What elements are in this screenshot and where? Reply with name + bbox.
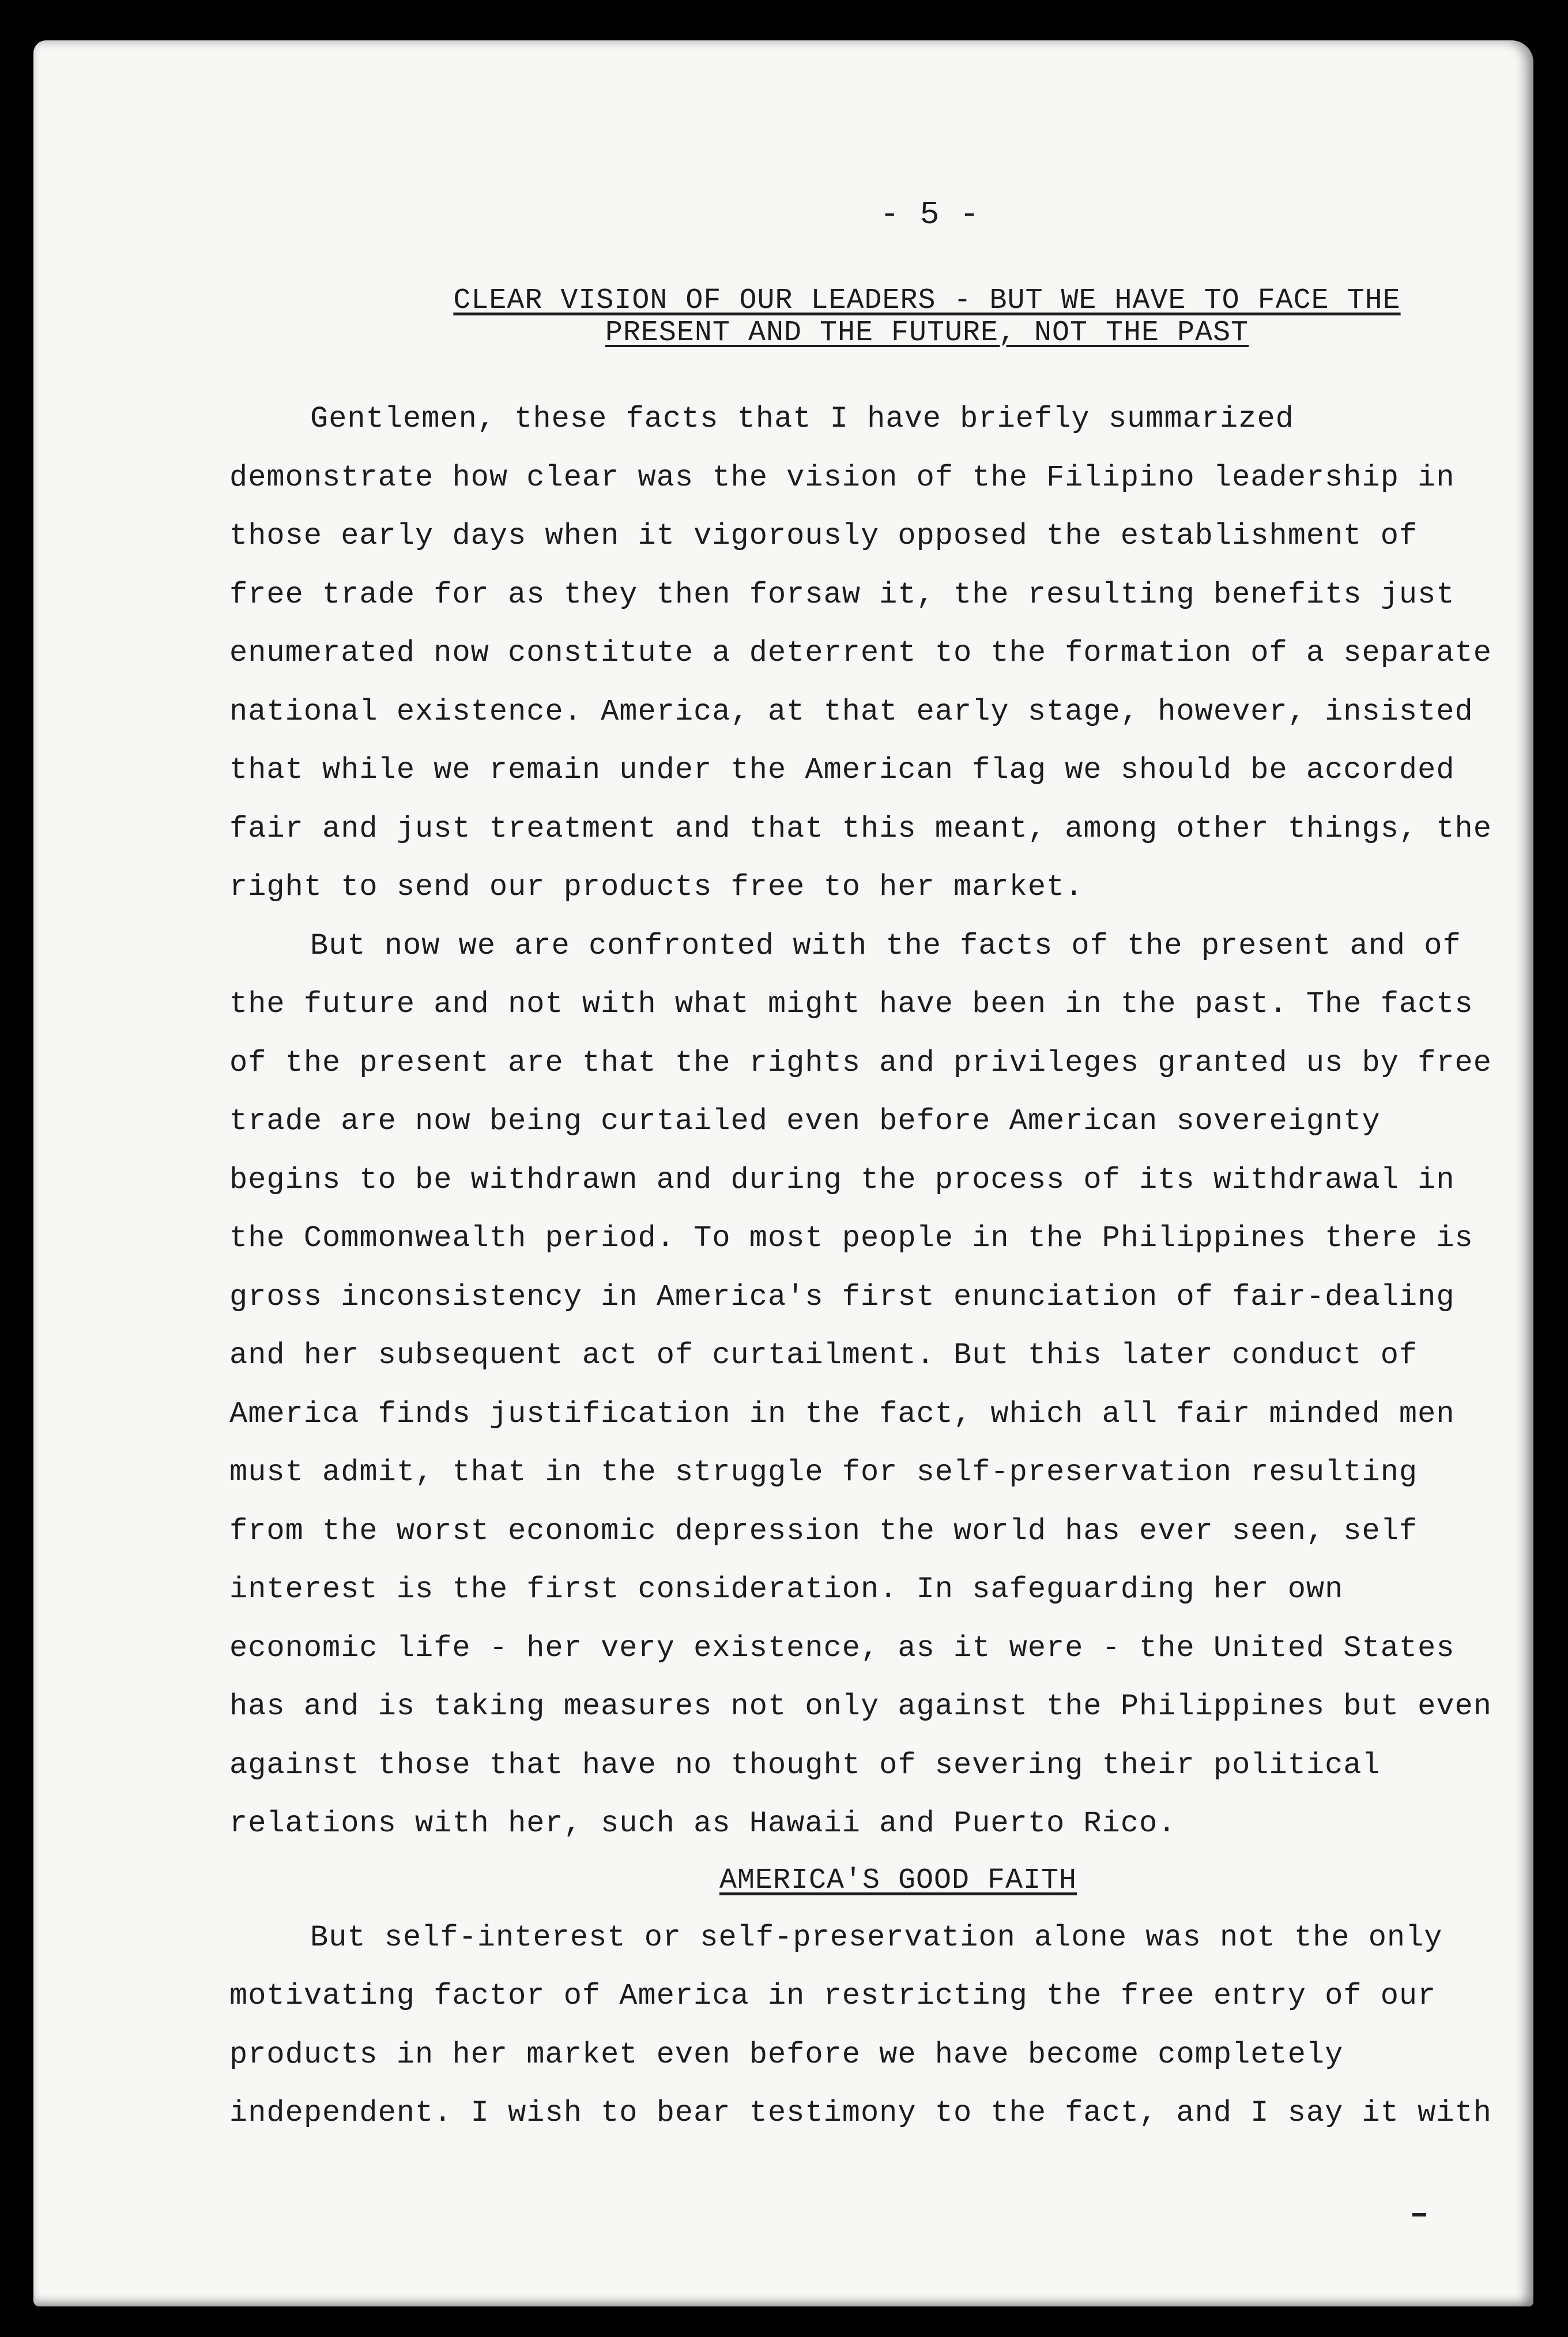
continuation-mark xyxy=(1412,2213,1426,2216)
paragraph: But now we are confronted with the facts of the present and of the future and not with what might have been in the past. The facts of the present are that the rights and privileges granted us by free trade are now being curtailed even before American sovereignty begins to be withdrawn and during the process of its withdrawal in the Commonwealth period. To most people in the Philippines there is gross inconsistency in America's first enunciation of fair-dealing and her subsequent act of curtailment. But this later conduct of America finds justification in the fact, which all fair minded men must admit, that in the struggle for self-preservation resulting from the worst economic depression the world has ever seen, self interest is the first consideration. In safeguarding her own economic life - her very existence, as it were - the United States has and is taking measures not only against the Philippines but even against those that have no thought of severing their political relations with her, such as Hawaii and Puerto Rico. xyxy=(229,928,1492,1841)
section-heading: AMERICA'S GOOD FAITH xyxy=(719,1864,1077,1897)
typed-page xyxy=(33,40,1533,2306)
page-number: - 5 - xyxy=(880,196,980,233)
page-content xyxy=(229,173,1498,2143)
body-text xyxy=(229,390,1498,2143)
paragraph: But self-interest or self-preservation alone was not the only motivating factor of America in restricting the free entry of our products in her market even before we have become completely independent. I wish to bear testimony to the fact, and I say it with xyxy=(229,1920,1492,2130)
heading-line-1: CLEAR VISION OF OUR LEADERS - BUT WE HAVE TO FACE THE xyxy=(453,284,1401,317)
heading-line-2: PRESENT AND THE FUTURE, NOT THE PAST xyxy=(605,317,1249,349)
main-heading xyxy=(229,285,1498,349)
paragraph: Gentlemen, these facts that I have briefly summarized demonstrate how clear was the vision of the Filipino leadership in those early days when it vigorously opposed the establishment of free trade for as they then forsaw it, the resulting benefits just enumerated now constitute a deterrent to the formation of a separate national existence. America, at that early stage, however, insisted that while we remain under the American flag we should be accorded fair and just treatment and that this meant, among other things, the right to send our products free to her market. xyxy=(229,402,1492,904)
